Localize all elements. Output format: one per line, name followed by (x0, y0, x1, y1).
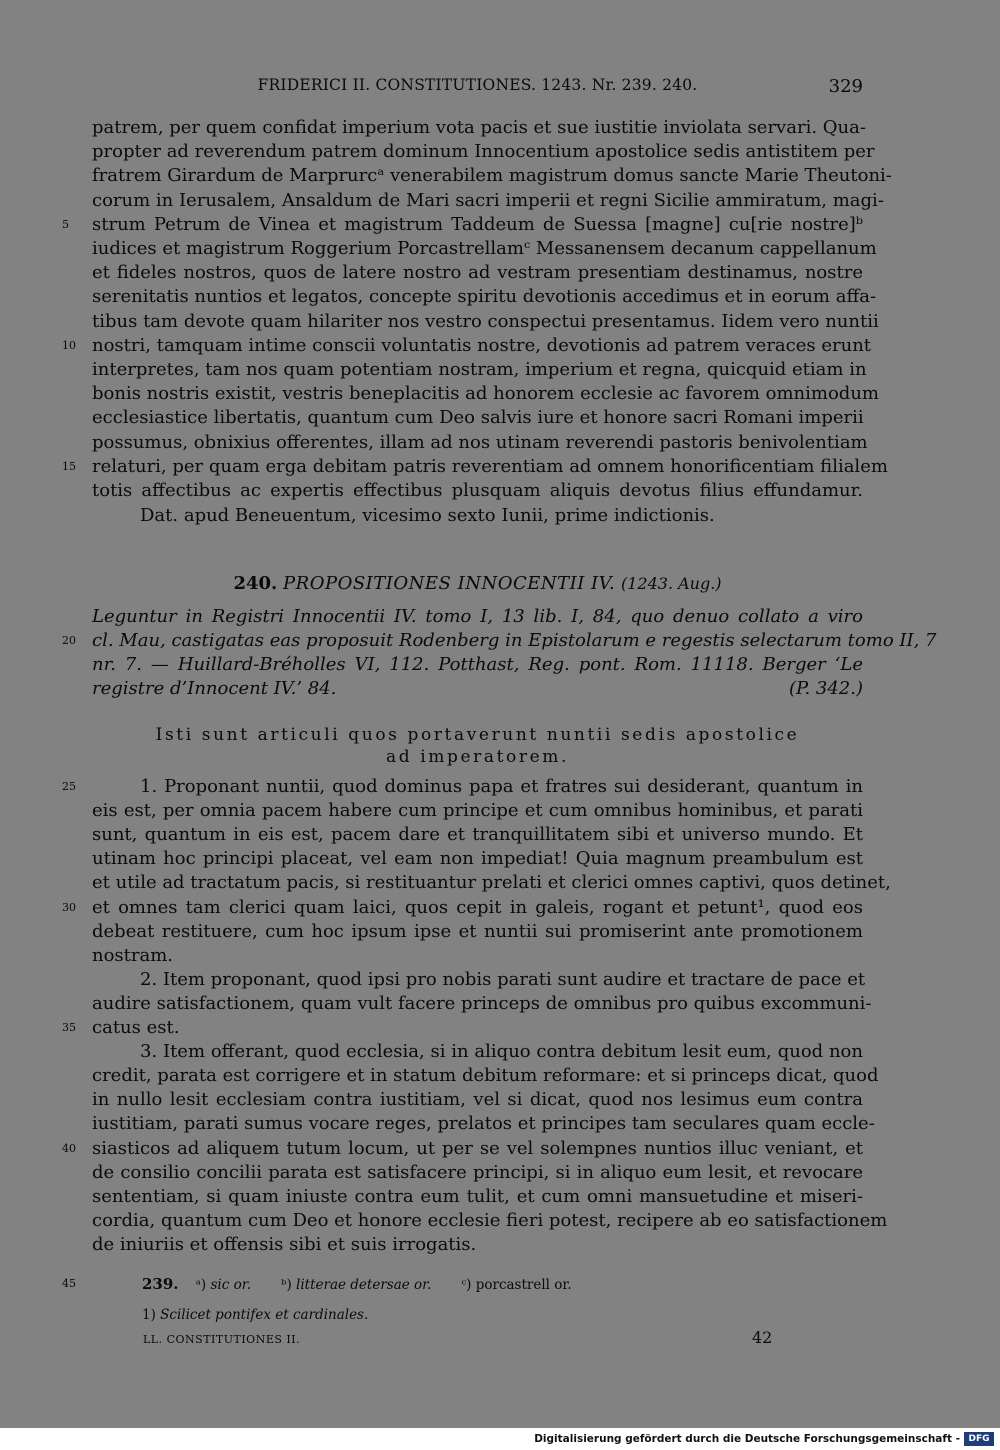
body-line: bonis nostris existit, vestris beneplacitis ad honorem ecclesie ac favorem omnimodum (92, 383, 879, 405)
articles-heading-line2: ad imperatorem. (386, 747, 569, 767)
section-heading (92, 572, 863, 596)
body-line: interpretes, tam nos quam potentiam nostram, imperium et regna, quicquid etiam in (92, 359, 867, 380)
body-line: strum Petrum de Vinea et magistrum Taddeum de Suessa [magne] cu[rie nostre]ᵇ (92, 213, 863, 235)
article-line: 1. Proponant nuntii, quod dominus papa et fratres sui desiderant, quantum in (140, 776, 863, 797)
running-header (92, 72, 863, 96)
footnote-critical (92, 1274, 863, 1295)
body-line: totis affectibus ac expertis effectibus plusquam aliquis devotus filius effundamur. (92, 480, 863, 501)
footnote-c-text: porcastrell or. (475, 1277, 572, 1293)
body-line: nostri, tamquam intime conscii voluntatis nostre, devotionis ad patrem veraces erunt (92, 334, 872, 356)
footnote-b-text: litterae detersae or. (296, 1277, 432, 1293)
footnote-b-mark: ᵇ) (281, 1277, 292, 1293)
intro-line: cl. Mau, castigatas eas proposuit Rodenberg in Epistolarum e regestis selectarum tomo II, 7 (92, 630, 937, 651)
article-line: 2. Item proponant, quod ipsi pro nobis parati sunt audire et tractare de pace et (140, 968, 866, 990)
section-date: (1243. Aug.) (620, 574, 722, 593)
header-title: FRIDERICI II. CONSTITUTIONES. 1243. Nr. 239. 240. (257, 76, 698, 94)
footnote-1-text: Scilicet pontifex et cardinales. (160, 1307, 369, 1323)
intro-last-text: registre d’Innocent IV.’ 84. (92, 678, 337, 699)
article-line: 3. Item offerant, quod ecclesia, si in aliquo contra debitum lesit eum, quod non (140, 1041, 863, 1063)
dfg-banner (0, 1428, 1000, 1450)
line-number: 15 (62, 459, 76, 473)
article-line: de iniuriis et offensis sibi et suis irrogatis. (92, 1233, 477, 1255)
article-line: nostram. (92, 944, 174, 966)
article-line: catus est. (92, 1017, 180, 1038)
dating-clause: Dat. apud Beneuentum, vicesimo sexto Iunii, prime indictionis. (140, 505, 715, 526)
intro-line: nr. 7. — Huillard-Bréholles VI, 112. Potthast, Reg. pont. Rom. 11118. Berger ‘Le (92, 654, 863, 675)
line-number: 5 (62, 217, 69, 231)
articles-heading-line1: Isti sunt articuli quos portaverunt nuntii sedis apostolice (155, 725, 800, 745)
footer-series: LL. CONSTITUTIONES II. (143, 1333, 301, 1346)
line-number: 30 (62, 900, 76, 914)
body-line: serenitatis nuntios et legatos, concepte spiritu devotionis accedimus et in eorum affa- (92, 286, 877, 308)
footnote-a-text: sic or. (210, 1277, 251, 1293)
section-title: PROPOSITIONES INNOCENTII IV. (283, 573, 616, 594)
article-line: iustitiam, parati sumus vocare reges, prelatos et principes tam seculares quam eccle- (92, 1113, 875, 1135)
body-line: ecclesiastice libertatis, quantum cum Deo salvis iure et honore sacri Romani imperii (92, 407, 864, 429)
footnote-1 (92, 1305, 863, 1325)
dfg-logo[interactable]: DFG (964, 1432, 994, 1446)
article-line: et utile ad tractatum pacis, si restituantur prelati et clerici omnes captivi, quos detinet, (92, 872, 891, 894)
footnote-1-num: 1) (142, 1307, 156, 1323)
section-number: 240. (233, 573, 278, 594)
article-line: in nullo lesit ecclesiam contra iustitiam, vel si dicat, quod nos lesimus eum contra (92, 1089, 863, 1111)
article-line: eis est, per omnia pacem habere cum principe et cum omnibus hominibus, et parati (92, 800, 863, 822)
body-line: possumus, obnixius offerentes, illam ad nos utinam reverendi pastoris benivolentiam (92, 431, 868, 453)
dfg-credit[interactable]: Digitalisierung gefördert durch die Deutsche Forschungsgemeinschaft - (534, 1433, 960, 1445)
intro-last-line (92, 677, 863, 701)
article-line: credit, parata est corrigere et in statum debitum reformare: et si princeps dicat, quod (92, 1065, 879, 1087)
body-line: patrem, per quem confidat imperium vota pacis et sue iustitie inviolata servari. Qua- (92, 117, 866, 138)
body-line: iudices et magistrum Roggerium Porcastrellamᶜ Messanensem decanum cappellanum (92, 238, 877, 259)
article-line: audire satisfactionem, quam vult facere princeps de omnibus pro quibus excommuni- (92, 992, 872, 1014)
article-line: utinam hoc principi placeat, vel eam non impediat! Quia magnum preambulum est (92, 848, 863, 870)
body-line: tibus tam devote quam hilariter nos vestro conspectui presentamus. Iidem vero nuntii (92, 310, 879, 332)
footer-signature: 42 (752, 1328, 773, 1347)
body-line: corum in Ierusalem, Ansaldum de Mari sacri imperii et regni Sicilie ammiratum, magi- (92, 189, 884, 211)
body-line: propter ad reverendum patrem dominum Innocentium apostolice sedis antistitem per (92, 141, 875, 163)
article-line: sunt, quantum in eis est, pacem dare et tranquillitatem sibi et universo mundo. Et (92, 824, 863, 846)
footnote-c-mark: ᶜ) (461, 1277, 472, 1293)
article-line: et omnes tam clerici quam laici, quos cepit in galeis, rogant et petunt¹, quod eos (92, 896, 863, 918)
line-number: 35 (62, 1021, 76, 1034)
body-line: et fideles nostros, quos de latere nostro ad vestram presentiam destinamus, nostre (92, 262, 863, 284)
line-number: 45 (62, 1277, 76, 1290)
line-number: 25 (62, 780, 76, 793)
line-number: 20 (62, 634, 76, 647)
body-line: fratrem Girardum de Marprurcᵃ venerabilem magistrum domus sancte Marie Theutoni- (92, 165, 892, 187)
article-line: sententiam, si quam iniuste contra eum tulit, et cum omni mansuetudine et miseri- (92, 1185, 863, 1207)
footnote-a-mark: ᵃ) (195, 1277, 207, 1293)
line-number: 40 (62, 1141, 76, 1155)
article-line: debeat restituere, cum hoc ipsum ipse et nuntii sui promiserint ante promotionem (92, 920, 863, 942)
article-line: de consilio concilii parata est satisfacere principi, si in aliquo eum lesit, et revocare (92, 1161, 863, 1183)
article-line: cordia, quantum cum Deo et honore ecclesie fieri potest, recipere ab eo satisfactionem (92, 1209, 888, 1231)
line-number: 10 (62, 338, 76, 352)
intro-line: Leguntur in Registri Innocentii IV. tomo I, 13 lib. I, 84, quo denuo collato a viro (92, 606, 863, 627)
intro-ref: (P. 342.) (788, 678, 863, 699)
body-line: relaturi, per quam erga debitam patris reverentiam ad omnem honorificentiam filialem (92, 455, 888, 477)
footnote-ref: 239. (142, 1275, 179, 1293)
page-number: 329 (828, 76, 863, 97)
article-line: siasticos ad aliquem tutum locum, ut per se vel solempnes nuntios illuc veniant, et (92, 1137, 863, 1159)
